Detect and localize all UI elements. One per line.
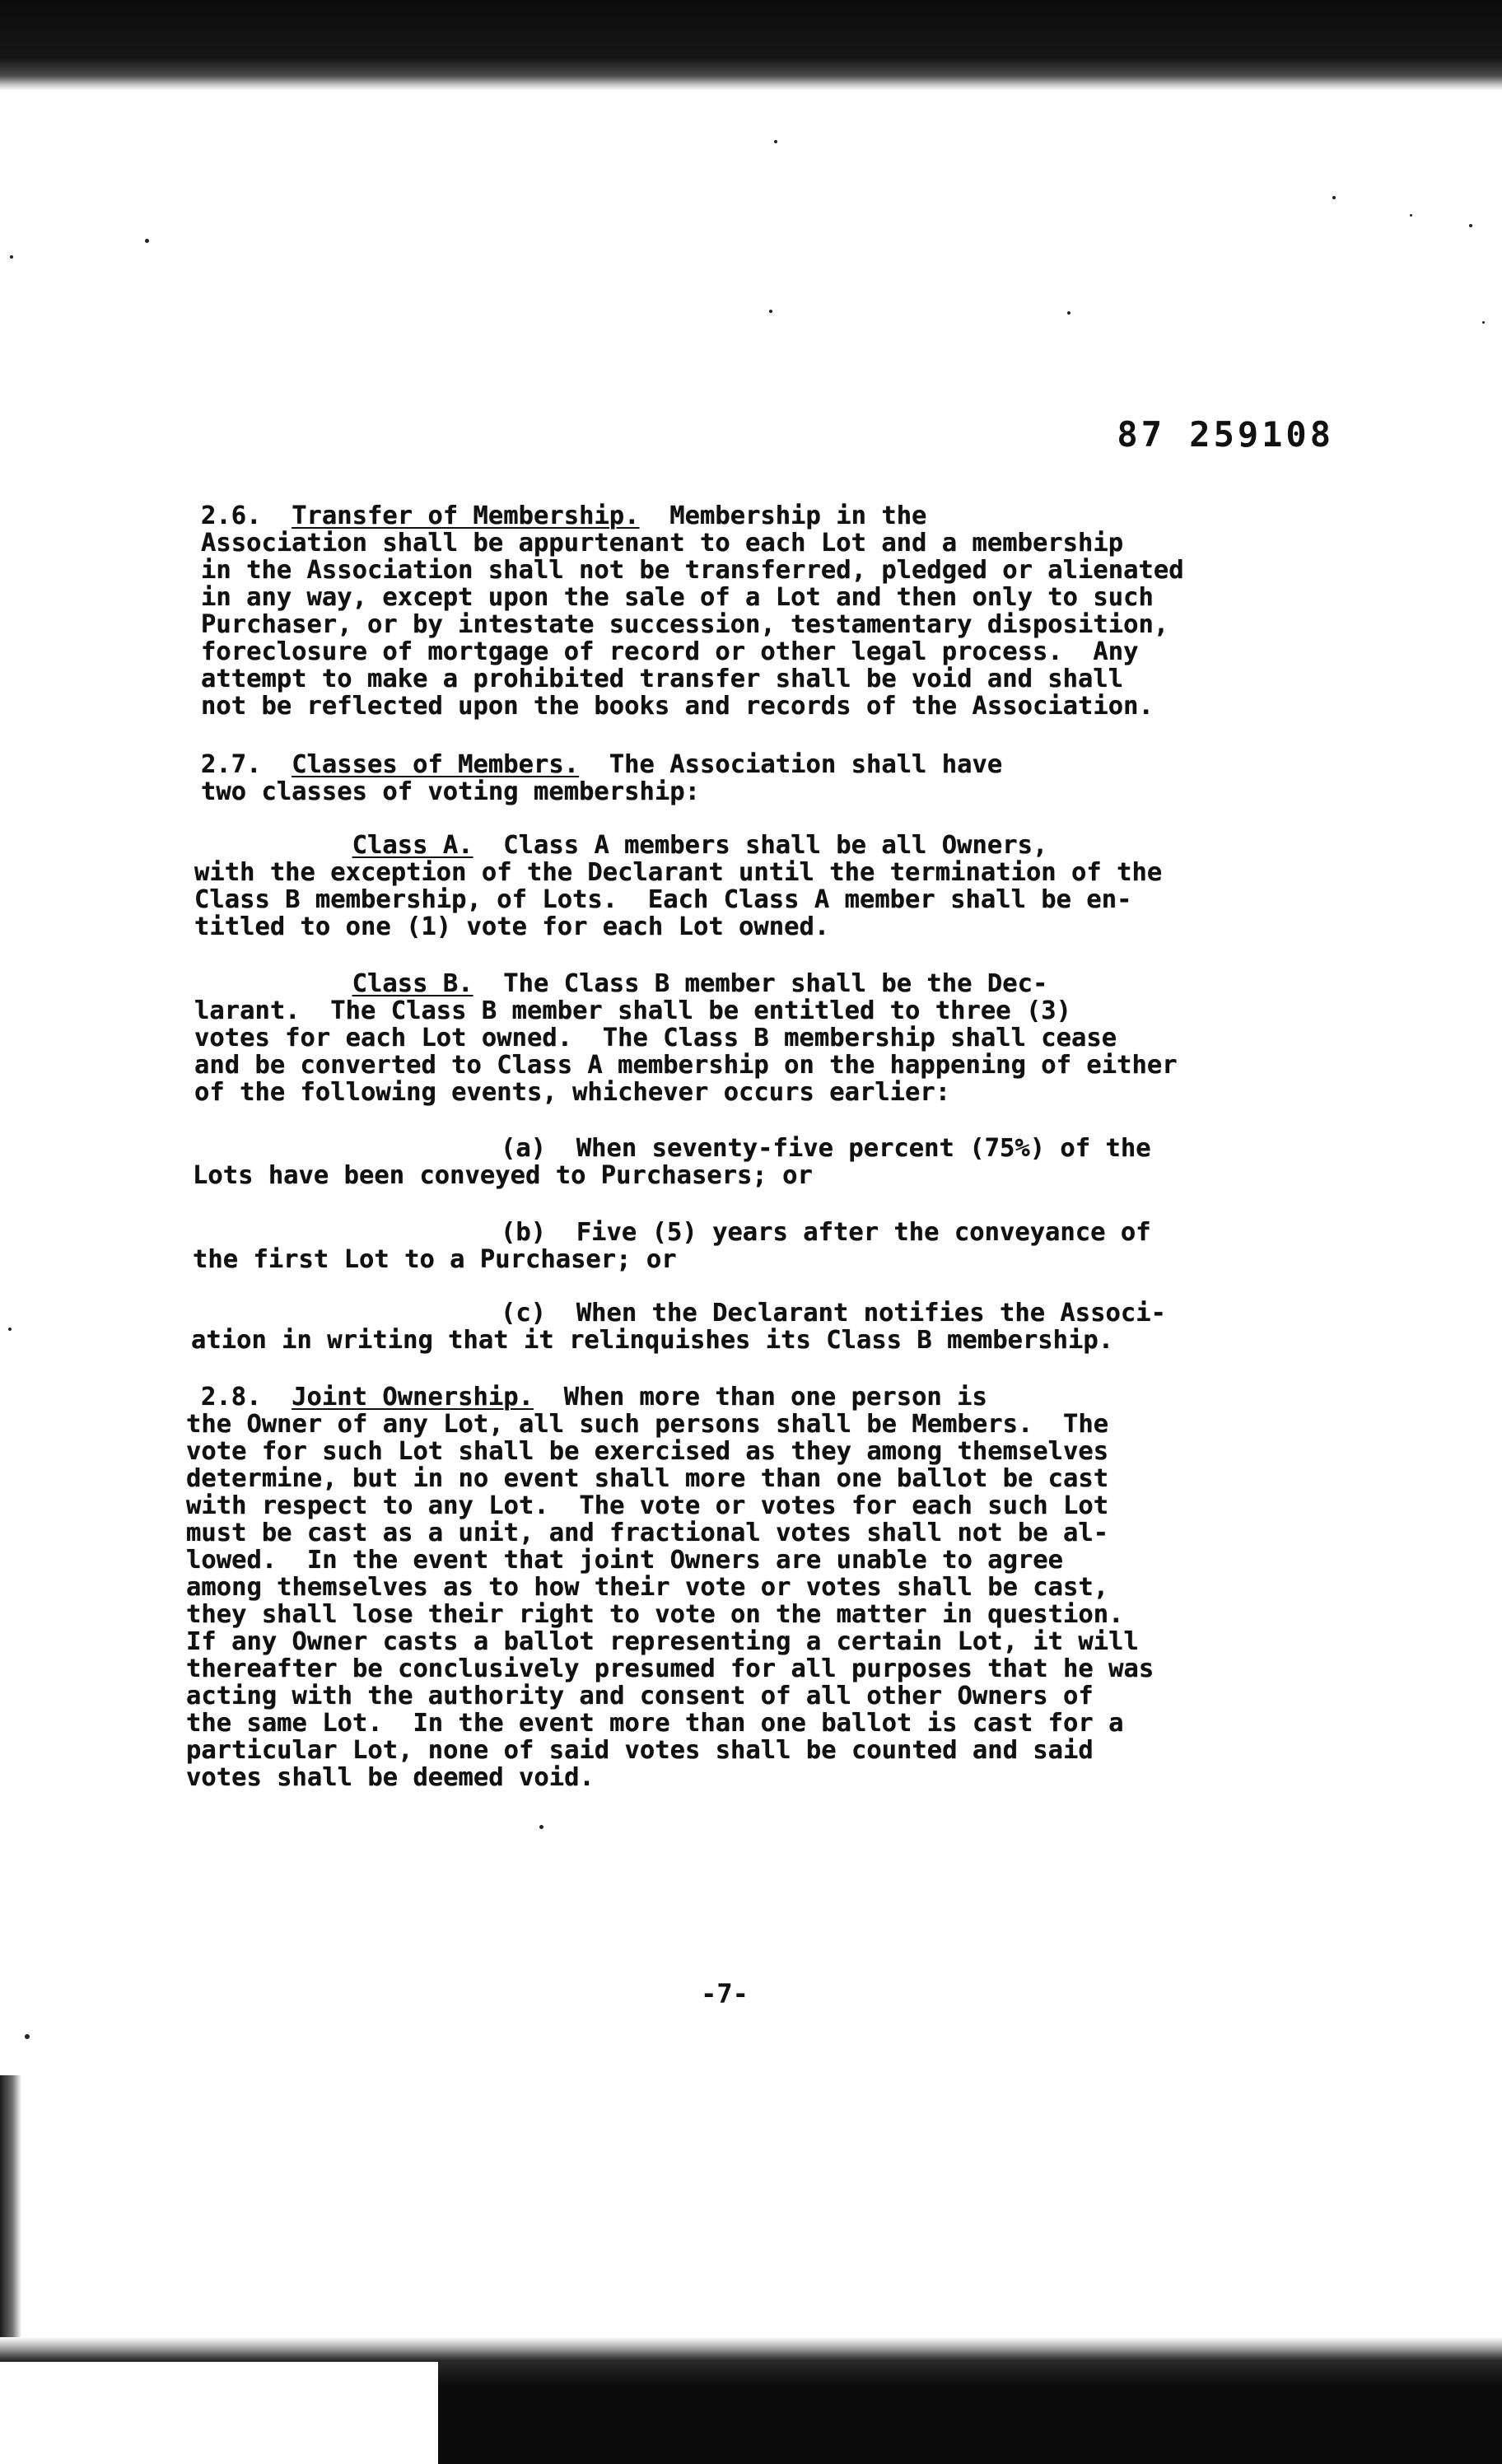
class-b-first-line bbox=[201, 970, 1047, 997]
section-2-8-first-line bbox=[201, 1384, 987, 1411]
class-a-body: with the exception of the Declarant until the termination of the Class B membership, of Lots. Each Class A member shall be en- titled to one (1) vote for each Lot owned. bbox=[194, 858, 1163, 941]
scan-top-edge bbox=[0, 0, 1502, 91]
class-a-first-line bbox=[201, 832, 1047, 859]
page-number: -7- bbox=[701, 1978, 749, 2009]
item-a-first-line: (a) When seventy-five percent (75%) of the bbox=[501, 1134, 1151, 1163]
section-heading: Joint Ownership. bbox=[292, 1383, 534, 1412]
scan-speck bbox=[1482, 321, 1485, 324]
scan-speck bbox=[774, 140, 777, 143]
scan-speck bbox=[1469, 224, 1472, 227]
section-text: The Association shall have bbox=[579, 750, 1003, 779]
item-a-rest: Lots have been conveyed to Purchasers; or bbox=[193, 1161, 813, 1190]
section-text: When more than one person is bbox=[534, 1383, 987, 1412]
item-c-rest: ation in writing that it relinquishes its Class B membership. bbox=[191, 1326, 1114, 1355]
document-number: 87 259108 bbox=[1117, 414, 1334, 455]
scan-left-edge bbox=[0, 2075, 21, 2347]
section-text: Membership in the bbox=[639, 502, 927, 530]
scan-speck bbox=[1410, 214, 1412, 217]
scan-speck bbox=[1332, 196, 1336, 199]
item-b-rest: the first Lot to a Purchaser; or bbox=[193, 1245, 677, 1274]
section-number: 2.8. bbox=[201, 1383, 262, 1412]
section-2-6-body: Association shall be appurtenant to each Lot and a membership in the Association shall not be transferred, pledged or alienated in any way, except upon the sale of a Lot and then only to such Purchaser, or by intestate succession, testamentary disposition, foreclosure of mortgage of record or other legal process. Any attempt to make a prohibited transfer shall be void and shall not be reflected upon the books and records of the Association. bbox=[201, 529, 1184, 721]
section-2-6-first-line bbox=[201, 502, 926, 530]
class-b-text: The Class B member shall be the Dec- bbox=[473, 969, 1048, 998]
class-a-text: Class A members shall be all Owners, bbox=[473, 831, 1048, 860]
section-2-7-first-line bbox=[201, 751, 1002, 778]
scan-speck bbox=[539, 1825, 543, 1829]
section-2-7-body: two classes of voting membership: bbox=[201, 777, 700, 806]
scan-speck bbox=[8, 1328, 12, 1331]
section-2-8-body: the Owner of any Lot, all such persons shall be Members. The vote for such Lot shall be exercised as they among themselves determine, but in no event shall more than one ballot be cast with respect to any Lot. The vote or votes for each such Lot must be cast as a unit, and fractional votes shall not be al- lowed. In the event that joint Owners are unable to agree among themselves as to how their vote or votes shall be cast, they shall lose their right to vote on the matter in question. If any Owner casts a ballot representing a certain Lot, it will thereafter be conclusively presumed for all purposes that he was acting with the authority and consent of all other Owners of the same Lot. In the event more than one ballot is cast for a particular Lot, none of said votes shall be counted and said votes shall be deemed void. bbox=[186, 1410, 1154, 1792]
class-b-body: larant. The Class B member shall be entitled to three (3) votes for each Lot owned. The Class B membership shall cease and be converted to Class A membership on the happening of either of the following events, whichever occurs earlier: bbox=[194, 996, 1178, 1107]
scan-speck bbox=[769, 310, 772, 313]
section-number: 2.7. bbox=[201, 750, 262, 779]
scan-speck bbox=[1067, 311, 1071, 315]
scan-bottom-paper-corner bbox=[0, 2362, 438, 2464]
class-b-heading: Class B. bbox=[352, 969, 473, 998]
scan-speck bbox=[25, 2034, 30, 2039]
scan-speck bbox=[145, 239, 149, 243]
section-number: 2.6. bbox=[201, 502, 262, 530]
section-heading: Classes of Members. bbox=[292, 750, 580, 779]
scan-speck bbox=[10, 255, 13, 259]
item-c-first-line: (c) When the Declarant notifies the Associ- bbox=[501, 1299, 1166, 1328]
class-a-heading: Class A. bbox=[352, 831, 473, 860]
item-b-first-line: (b) Five (5) years after the conveyance of bbox=[501, 1218, 1151, 1247]
section-heading: Transfer of Membership. bbox=[292, 502, 640, 530]
